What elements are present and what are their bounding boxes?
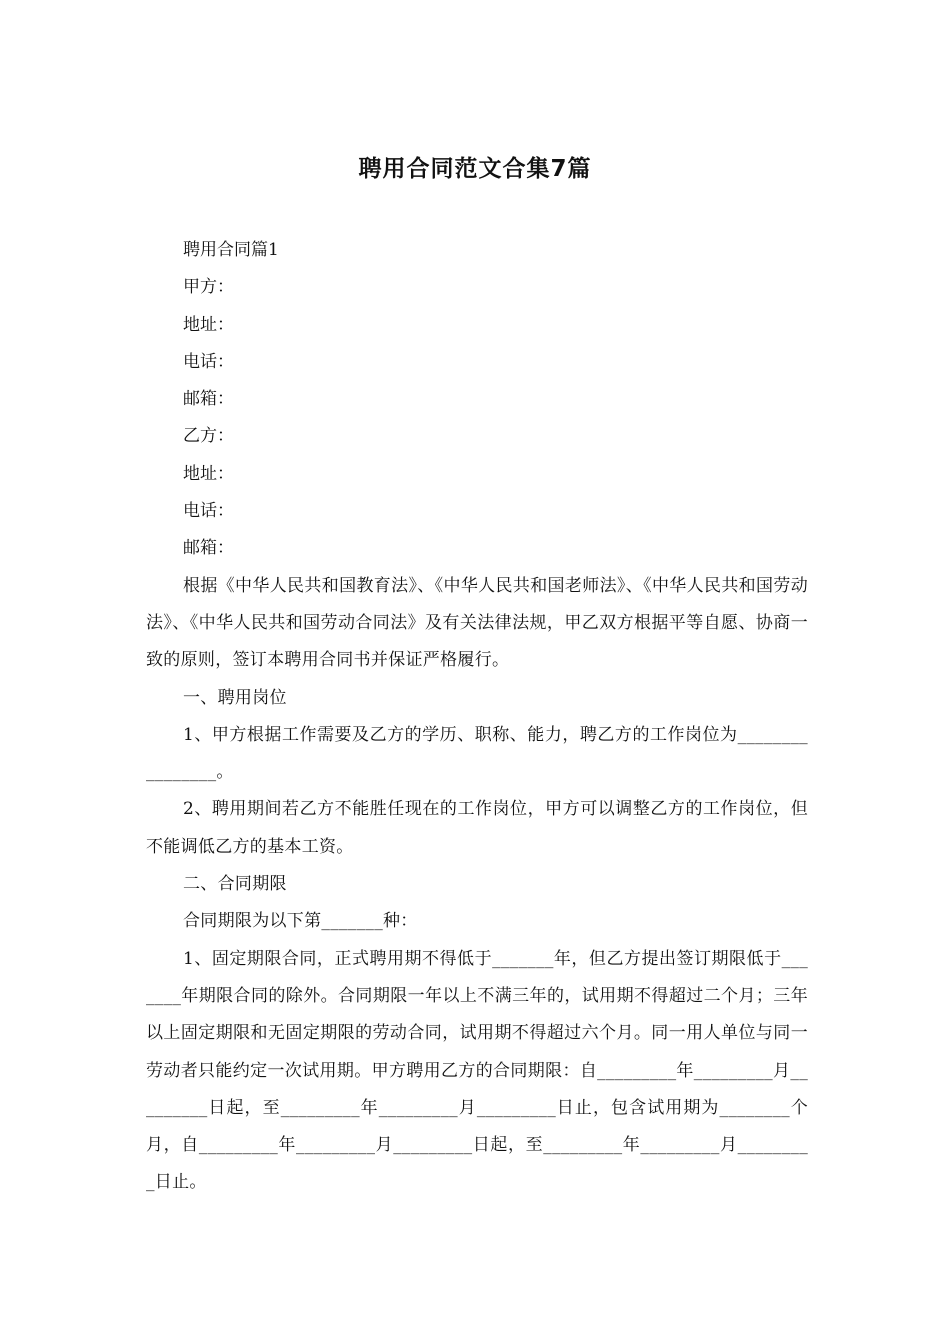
party-b-address-label: 地址： [183,463,234,484]
clause-heading-term: 二、合同期限 [183,874,287,895]
clause-term-type: 合同期限为以下第_______种： [183,911,418,932]
clause-position-1: 1、甲方根据工作需要及乙方的学历、职称、能力，聘乙方的工作岗位为________________。 [146,724,808,783]
party-a-address-label: 地址： [183,314,234,335]
party-b-phone-label: 电话： [183,501,234,522]
clause-heading-position: 一、聘用岗位 [183,687,287,708]
party-b-label: 乙方： [183,426,234,447]
clause-term-1: 1、固定期限合同，正式聘用期不得低于_______年，但乙方提出签订期限低于_______年期限合同的除外。合同期限一年以上不满三年的，试用期不得超过二个月；三年以上固定期限和无固定期限的劳动合同，试用期不得超过六个月。同一用人单位与同一劳动者只能约定一次试用期。甲方聘用乙方的合同期限：自_________年_________月_________日起，至_________年_________月_________日止，包含试用期为________个月，自_________年_________月_________日起，至_________年_________月_________日止。 [146,948,808,1193]
party-a-email-label: 邮箱： [183,389,234,410]
party-a-phone-label: 电话： [183,351,234,372]
document-body [146,232,808,1202]
party-a-label: 甲方： [183,277,234,298]
clause-position-2: 2、聘用期间若乙方不能胜任现在的工作岗位，甲方可以调整乙方的工作岗位，但不能调低乙方的基本工资。 [146,799,808,857]
party-b-email-label: 邮箱： [183,538,234,559]
section-heading: 聘用合同篇1 [183,240,279,260]
document-title: 聘用合同范文合集7篇 [358,156,592,182]
preamble-paragraph: 根据《中华人民共和国教育法》、《中华人民共和国老师法》、《中华人民共和国劳动法》、《中华人民共和国劳动合同法》及有关法律法规，甲乙双方根据平等自愿、协商一致的原则，签订本聘用合同书并保证严格履行。 [146,575,808,671]
